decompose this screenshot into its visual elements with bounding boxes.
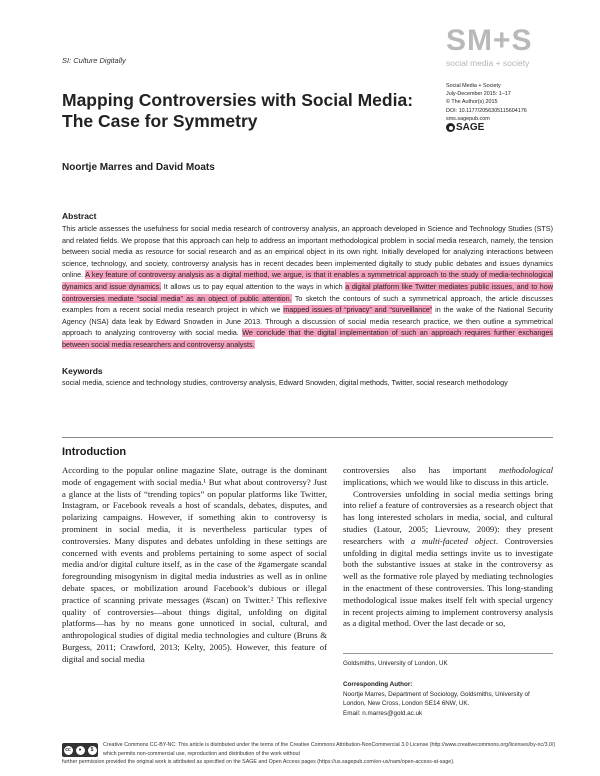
article-title: Mapping Controversies with Social Media: The Case for Symmetry	[62, 90, 414, 131]
section-divider	[62, 437, 553, 438]
paragraph-text: Controversies unfolding in social media settings bring into relief a feature of controversies as a research object that has long interested scholars in media, social, and cultural studies (Latour, 2005; Lievrouw, 2009): they present researchers with	[343, 488, 553, 546]
nc-icon: $	[88, 746, 97, 755]
abstract-text: for social research and as an empirical object in its own right. Initially developed for analyzing interactions between science, technology, and society, controversy analysis has in recent decades been implemented digitally to study public debates and issues dynamics online.	[62, 247, 553, 280]
highlighted-text: a digital platform like Twitter mediates public issues, and to how controversies mediate “social media” as an object of public attention.	[62, 281, 553, 303]
logo-title: SM+S	[446, 24, 533, 57]
by-icon: ●	[76, 746, 85, 755]
sage-logo-icon	[446, 123, 455, 132]
introduction-heading: Introduction	[62, 446, 127, 458]
logo-subtitle: social media + society	[446, 58, 530, 68]
paragraph-text: implications, which we would like to discuss in this article.	[343, 476, 549, 487]
meta-journal: Social Media + Society	[446, 83, 501, 89]
creative-commons-badge	[62, 743, 98, 757]
license-text-continued: further permission provided the original work is attributed as specified on the SAGE and Open Access pages (https://us.sagepub.com/en-us/nam/open-access-at-sage).	[62, 759, 455, 765]
cc-icon: cc	[65, 747, 71, 753]
highlighted-text: mapped issues of “privacy” and “surveillance”	[283, 305, 433, 315]
license-text: Creative Commons CC-BY-NC: This article is distributed under the terms of the Creative Commons Attribution-NonCommercial 3.0 License (http://www.creativecommons.org/licenses/by-nc/3.0/) which permits non-commercial use, reproduction and distribution of the work without	[103, 742, 556, 757]
sage-logo	[446, 122, 484, 133]
abstract-text: in the wake of the National Security Agency (NSA) data leak by Edward Snowden in June 2013. Through a discussion of social media research practice, we then outline a symmetrical approach to analyzing controversy with social media.	[62, 305, 553, 338]
corresponding-author-email: Email: n.marres@gold.ac.uk	[343, 709, 423, 717]
paragraph-text: . Controversies unfolding in digital media settings invite us to investigate both the substantive issues at stake in the controversy as well as the formative role played by mediating technologies in the enactment of these controversies. This long-standing methodological issue makes itself felt with special urgency in recent projects aiming to implement controversy analysis as a digital method. Over the last decade or so,	[343, 535, 554, 629]
sage-logo-text: SAGE	[456, 122, 485, 133]
body-column-right	[343, 465, 553, 630]
author-affiliation: Goldsmiths, University of London, UK	[343, 660, 448, 667]
intro-paragraph-2	[343, 465, 553, 489]
meta-issue: July-December 2015: 1–17	[446, 91, 511, 98]
meta-site: sms.sagepub.com	[446, 115, 490, 122]
publication-meta	[446, 82, 576, 123]
article-authors: Noortje Marres and David Moats	[62, 162, 215, 173]
abstract-text: This article assesses the usefulness for social media research of controversy analysis, an approach developed in Science and Technology Studies (STS) and related fields. We propose that this approach can help to address an important methodological problem in social media research, namely, the tension between social media as	[62, 224, 553, 257]
keywords-heading: Keywords	[62, 366, 103, 376]
paragraph-text: controversies also has important	[343, 465, 499, 475]
footnote-divider	[343, 653, 553, 654]
corresponding-author	[343, 680, 553, 718]
meta-copyright: © The Author(s) 2015	[446, 99, 498, 106]
body-column-left	[62, 465, 327, 666]
corresponding-author-heading: Corresponding Author:	[343, 681, 413, 688]
abstract-text: To sketch the contours of such a symmetrical approach, the article discusses examples from a recent social media research project in which we	[62, 293, 553, 315]
intro-paragraph-1: According to the popular online magazine Slate, outrage is the dominant mode of engagement with social media.¹ But what about controversy? Just a glance at the lists of “trending topics” on popular platforms like Twitter, Instagram, or Facebook reveals a host of scandals, debates, disputes, and polarizing campaigns. However, if something akin to controversy is prominent in social media, it is nevertheless particular types of controversies. Many disputes and debates unfolding in these settings are concerned with events and problems pertaining to some aspect of social media and/or digital culture itself, as in the case of the #gamergate scandal foregrounding misogynism in digital media industries as well as in online debate spaces, or mobilization around Facebook’s dubious or illegal practice of scanning private messages (#scan) on Twitter.² This reflexive quality of controversies—about things digital, unfolding on digital platforms—has by no means gone unnoticed in social, cultural, and anthropological studies of digital media technologies and culture (Bruns & Burgess, 2011; Crawford, 2013; Kelty, 2005). However, this feature of digital and social media	[62, 465, 327, 664]
abstract-text: It allows us to pay equal attention to the ways in which	[161, 281, 346, 291]
highlighted-text: We conclude that the digital implementation of such an approach requires further exchanges between social media researchers and controversy analysts.	[62, 328, 553, 349]
emphasis-text: a multi-faceted object	[410, 535, 496, 546]
journal-series-label: SI: Culture Digitally	[62, 56, 126, 65]
corresponding-author-address: Noortje Marres, Department of Sociology, Goldsmiths, University of London, New Cross, London SE14 6NW, UK.	[343, 690, 530, 708]
highlighted-text: A key feature of controversy analysis as a digital method, we argue, is that it enables a symmetrical approach to the study of media-technological dynamics and issue dynamics.	[62, 270, 554, 291]
keywords-list: social media, science and technology studies, controversy analysis, Edward Snowden, digital methods, Twitter, social research methodology	[62, 378, 508, 387]
intro-paragraph-3	[343, 489, 553, 631]
abstract-heading: Abstract	[62, 211, 97, 221]
abstract-body	[62, 223, 553, 351]
abstract-text: resource	[145, 247, 174, 257]
emphasis-text: methodological	[498, 465, 553, 475]
journal-logo	[446, 26, 556, 68]
meta-doi: DOI: 10.1177/2056305115604176	[446, 107, 527, 114]
